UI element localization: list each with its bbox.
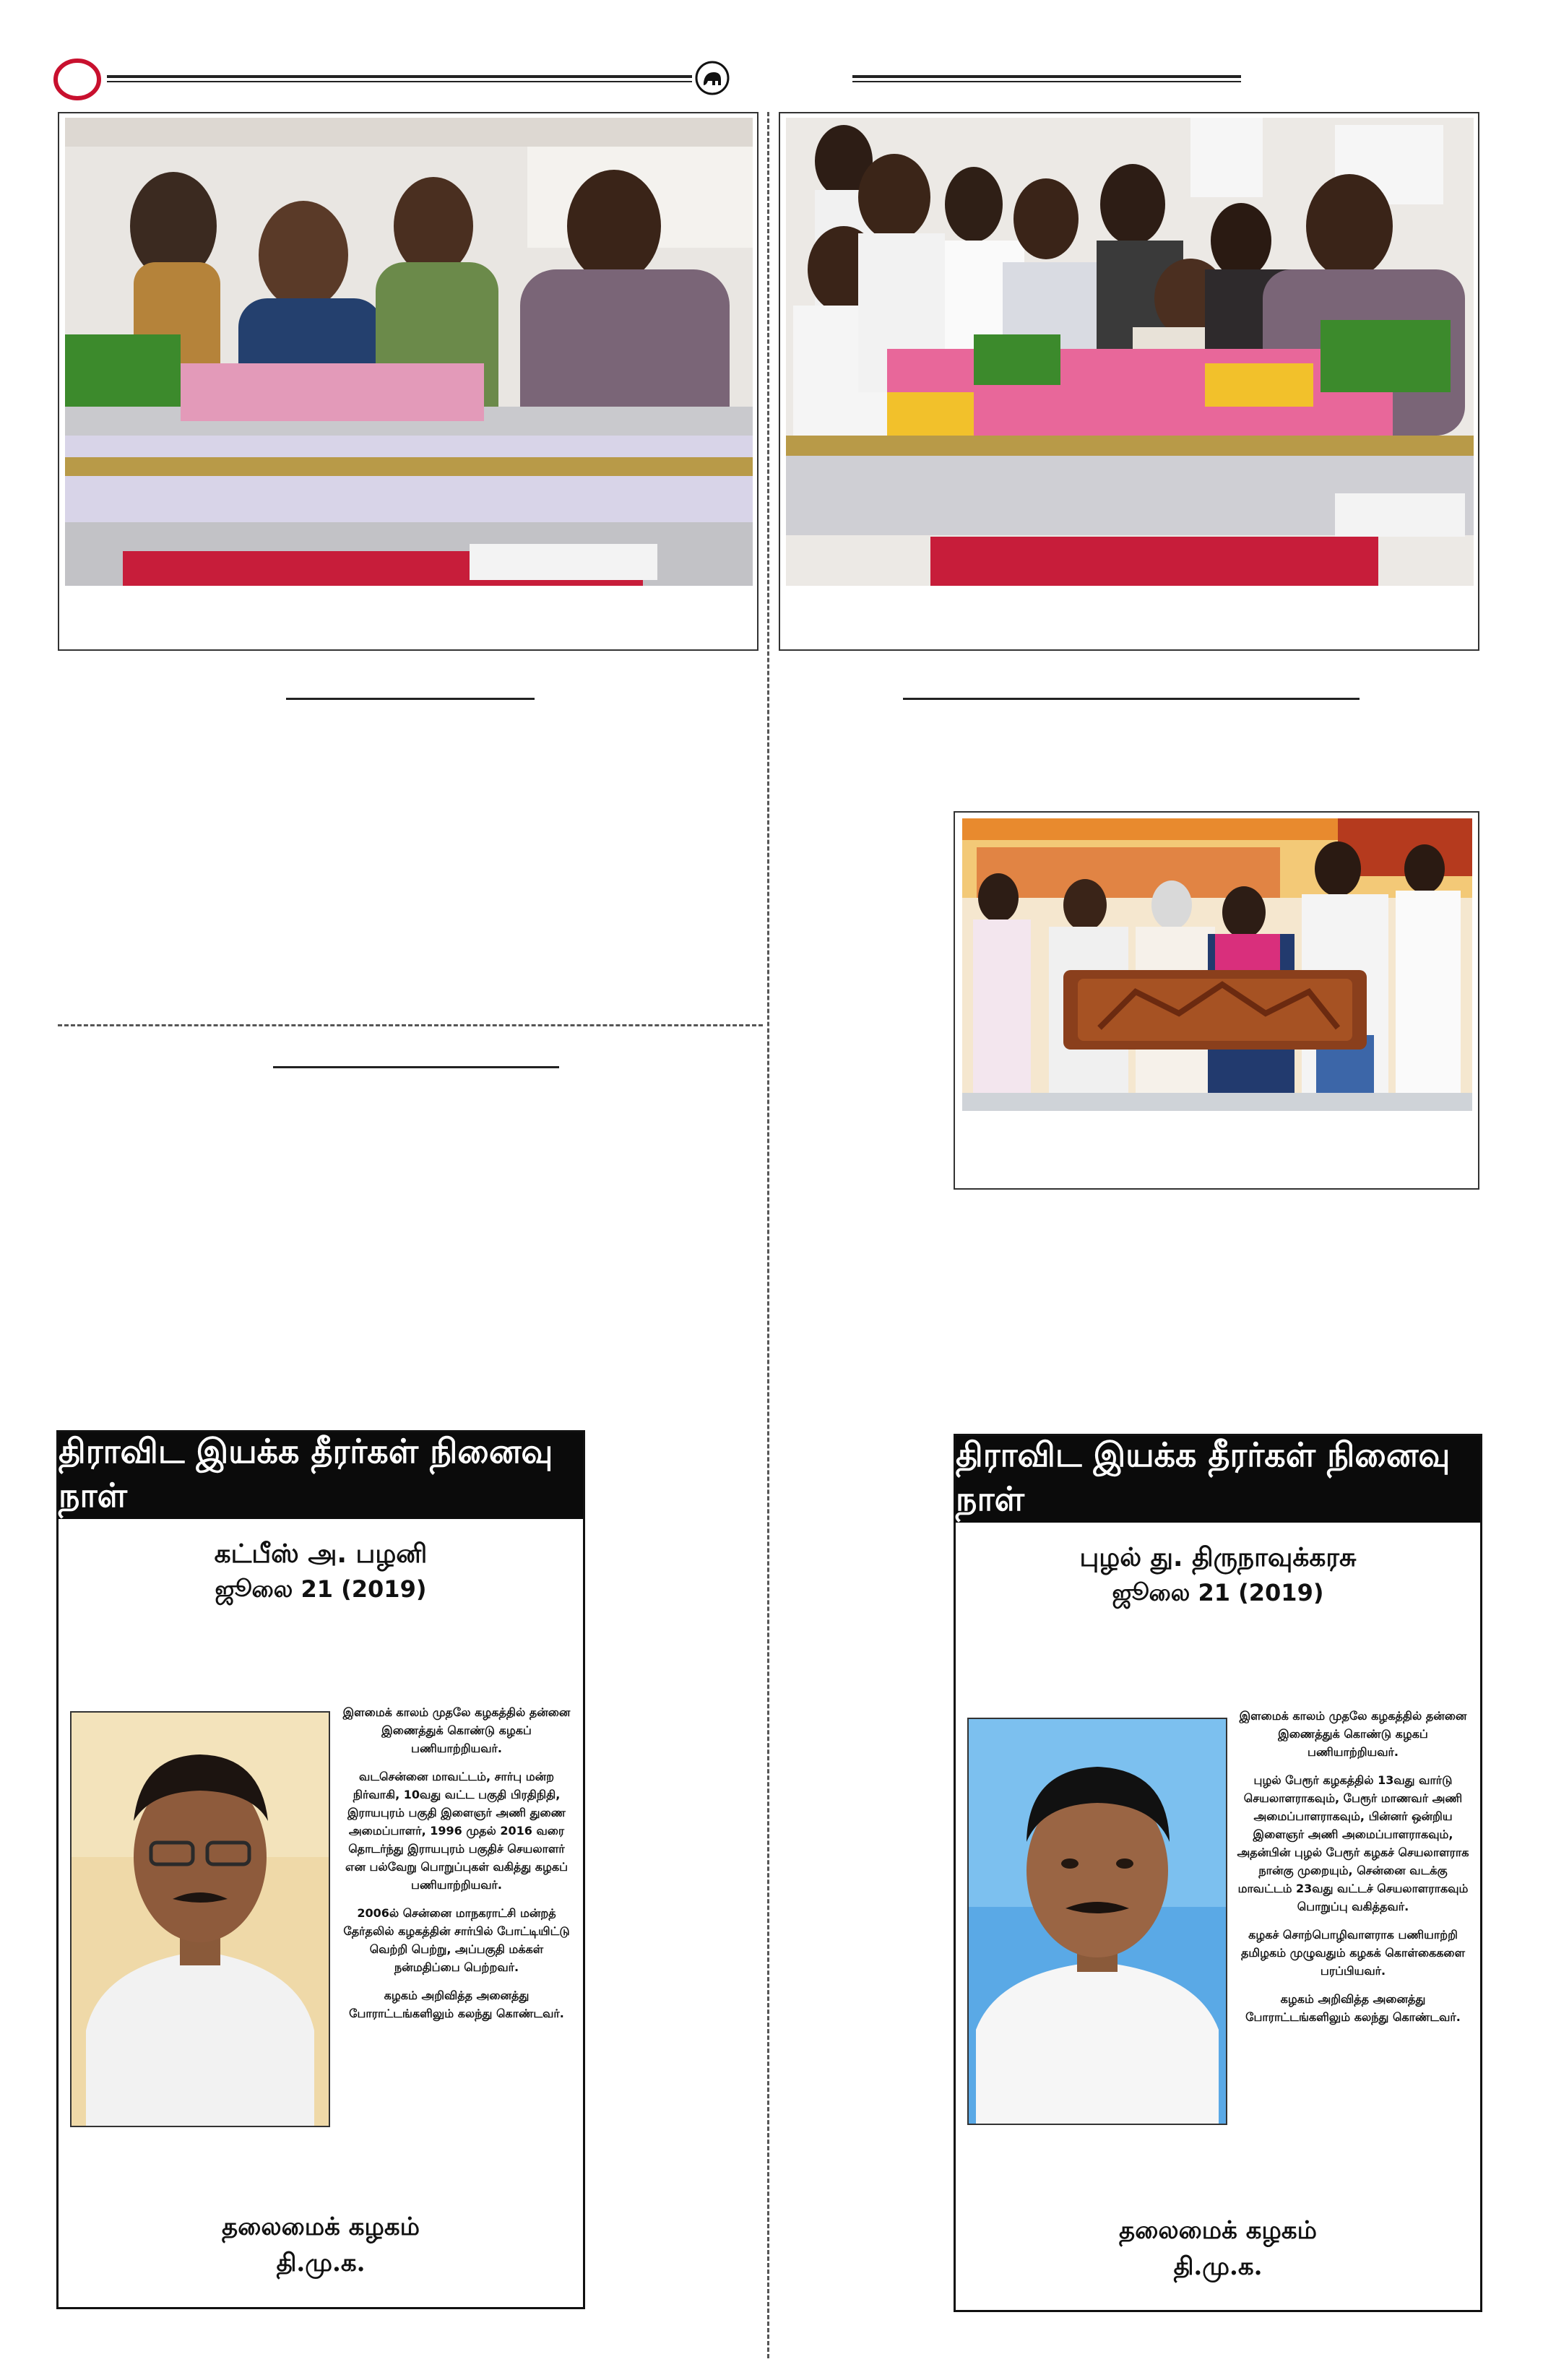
- bio-paragraph: வடசென்னை மாவட்டம், சார்பு மன்ற நிர்வாகி, 10வது வட்ட பகுதி பிரதிநிதி, இராயபுரம் பகுதி இளைஞர் அணி துணை அமைப்பாளர், 1996 முதல் 2016 வரை தொடர்ந்து இராயபுரம் பகுதிச் செயலாளர் என பல்வேறு பொறுப்புகள் வகித்து கழகப் பணியாற்றியவர்.: [345, 1770, 569, 1892]
- memorial-bio: [1235, 1707, 1471, 2036]
- elephant-icon: [693, 59, 731, 97]
- bio-paragraph: கழகம் அறிவித்த அனைத்து போராட்டங்களிலும் கலந்து கொண்டவர்.: [349, 1989, 564, 2020]
- memorial-name: புழல் து. திருநாவுக்கரசு: [1079, 1543, 1357, 1572]
- masthead-rule-left-thin: [107, 81, 692, 82]
- photo-frame-left: [58, 112, 758, 651]
- masthead-rule-left: [107, 75, 692, 78]
- masthead-rule-right: [852, 75, 1241, 78]
- headline-rule-left-2: [273, 1066, 559, 1068]
- memorial-box-1: [56, 1430, 585, 2309]
- headline-rule-left-1: [286, 698, 535, 700]
- bio-paragraph: புழல் பேரூர் கழகத்தில் 13வது வார்டு செயலாளராகவும், பேரூர் மாணவர் அணி அமைப்பாளராகவும், பின்னர் ஒன்றிய இளைஞர் அணி அமைப்பாளராகவும், அதன்பின் புழல் பேரூர் கழகச் செயலாளராக நான்கு முறையும், சென்னை வடக்கு மாவட்டம் 23வது வட்டச் செயலாளராகவும் பொறுப்பு வகித்தவர்.: [1237, 1773, 1469, 1913]
- bio-paragraph: கழகச் சொற்பொழிவாளராக பணியாற்றி தமிழகம் முழுவதும் கழகக் கொள்கைகளை பரப்பியவர்.: [1240, 1928, 1466, 1978]
- section-divider-left: [58, 1024, 763, 1026]
- bio-paragraph: இளமைக் காலம் முதலே கழகத்தில் தன்னை இணைத்துக் கொண்டு கழகப் பணியாற்றியவர்.: [1239, 1709, 1467, 1759]
- memorial-footer-line2: தி.மு.க.: [276, 2249, 366, 2277]
- memorial-footer-line2: தி.மு.க.: [1173, 2252, 1263, 2281]
- memorial-name: கட்பீஸ் அ. பழனி: [214, 1539, 428, 1569]
- memorial-date: ஜூலை 21 (2019): [215, 1575, 427, 1603]
- funeral-photo-right: [786, 118, 1474, 586]
- memorial-date: ஜூலை 21 (2019): [1112, 1579, 1324, 1606]
- memorial-header: திராவிட இயக்க தீரர்கள் நினைவு நாள்: [59, 1432, 583, 1519]
- red-circle-logo-icon: [53, 58, 101, 101]
- headline-rule-right-1: [903, 698, 1360, 700]
- memorial-box-2: [954, 1434, 1482, 2312]
- memorial-footer-line1: தலைமைக் கழகம்: [222, 2212, 420, 2241]
- funeral-photo-left: [65, 118, 753, 586]
- photo-frame-event: [954, 811, 1479, 1190]
- memorial-bio: [339, 1703, 574, 2033]
- bio-paragraph: 2006ல் சென்னை மாநகராட்சி மன்றத் தேர்தலில் கழகத்தின் சார்பில் போட்டியிட்டு வெற்றி பெற்று, அப்பகுதி மக்கள் நன்மதிப்பை பெற்றவர்.: [343, 1906, 570, 1974]
- photo-frame-right: [779, 112, 1479, 651]
- bio-paragraph: இளமைக் காலம் முதலே கழகத்தில் தன்னை இணைத்துக் கொண்டு கழகப் பணியாற்றியவர்.: [342, 1705, 571, 1755]
- bio-paragraph: கழகம் அறிவித்த அனைத்து போராட்டங்களிலும் கலந்து கொண்டவர்.: [1245, 1992, 1461, 2024]
- column-divider: [767, 112, 769, 2358]
- masthead-logo: [53, 58, 101, 101]
- event-photo: [962, 818, 1472, 1111]
- memorial-header: திராவிட இயக்க தீரர்கள் நினைவு நாள்: [956, 1436, 1480, 1523]
- memorial-footer-line1: தலைமைக் கழகம்: [1119, 2216, 1317, 2245]
- memorial-portrait: [70, 1711, 330, 2127]
- masthead-rule-right-thin: [852, 81, 1241, 82]
- memorial-portrait: [967, 1718, 1227, 2125]
